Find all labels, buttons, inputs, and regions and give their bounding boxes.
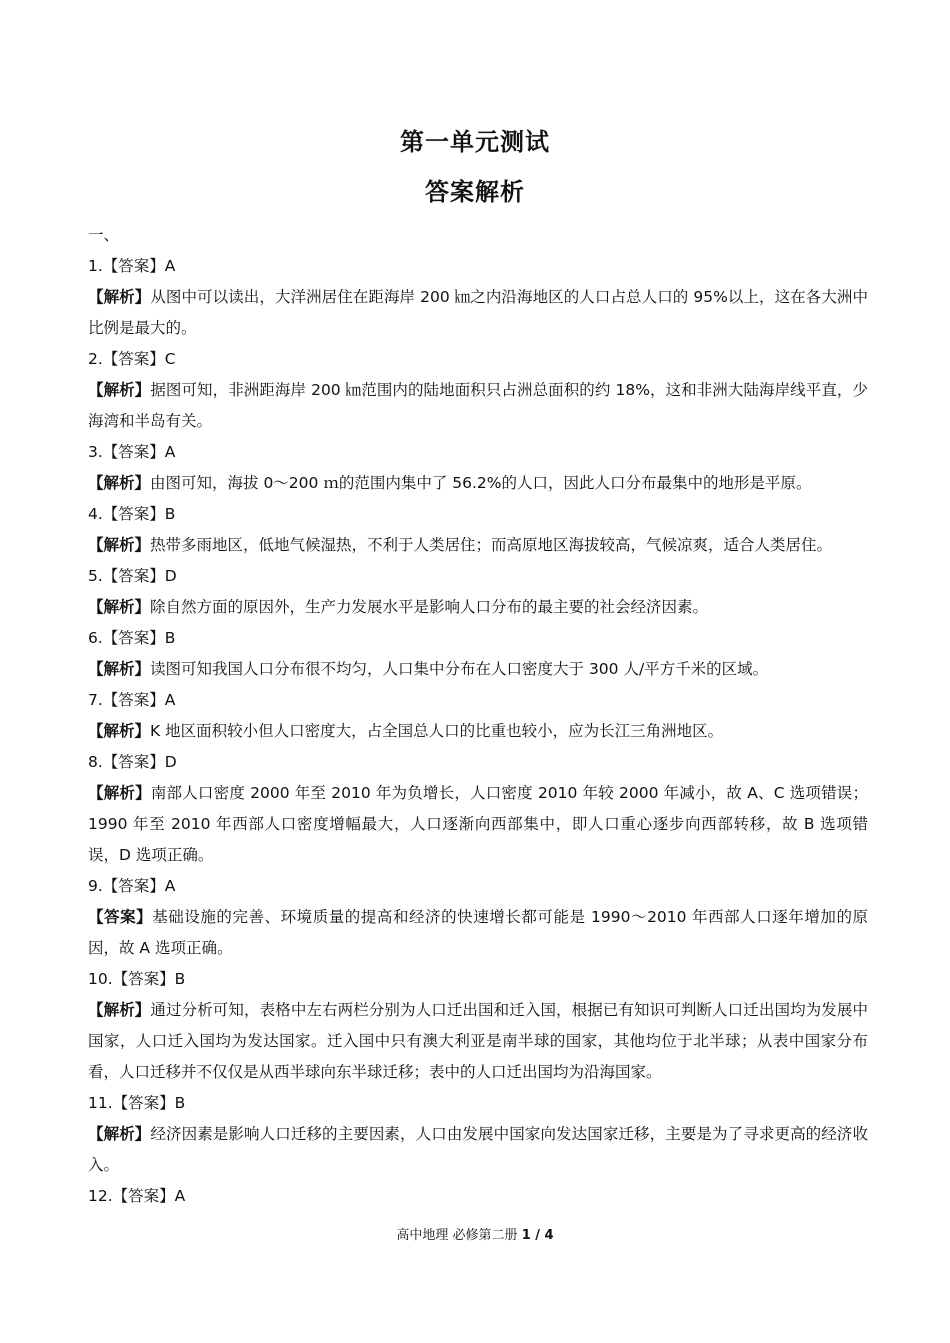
page-title: 第一单元测试	[400, 128, 550, 156]
explanation-text: 据图可知，非洲距海岸 200 ㎞范围内的陆地面积只占洲总面积的约 18%，这和非洲大陆海岸线平直，少海湾和半岛有关。	[88, 381, 868, 430]
item-number: 12.	[88, 1187, 113, 1205]
explanation-tag: 【解析】	[88, 1125, 151, 1143]
item-answer: 【答案】A	[102, 257, 176, 275]
item-explanation	[88, 375, 868, 437]
item-number: 10.	[88, 970, 113, 988]
item-number: 8.	[88, 753, 103, 771]
explanation-text: 经济因素是影响人口迁移的主要因素，人口由发展中国家向发达国家迁移，主要是为了寻求更高的经济收入。	[88, 1125, 868, 1174]
answer-item-4	[88, 499, 868, 561]
item-answer: 【答案】D	[102, 567, 177, 585]
explanation-tag: 【解析】	[88, 722, 151, 740]
explanation-text: 基础设施的完善、环境质量的提高和经济的快速增长都可能是 1990～2010 年西部人口逐年增加的原因，故 A 选项正确。	[88, 908, 868, 957]
item-number: 7.	[88, 691, 103, 709]
item-answer: 【答案】A	[112, 1187, 186, 1205]
answer-line	[88, 1088, 868, 1119]
explanation-tag: 【解析】	[88, 474, 151, 492]
explanation-tag: 【解析】	[88, 598, 151, 616]
item-explanation	[88, 995, 868, 1088]
answer-item-10	[88, 964, 868, 1088]
answer-item-11	[88, 1088, 868, 1181]
explanation-tag: 【解析】	[88, 1001, 151, 1019]
item-answer: 【答案】C	[102, 350, 176, 368]
item-answer: 【答案】A	[102, 691, 176, 709]
item-explanation	[88, 778, 868, 871]
item-answer: 【答案】B	[112, 970, 186, 988]
page-subtitle: 答案解析	[425, 178, 525, 206]
answer-line	[88, 623, 868, 654]
answer-item-1	[88, 251, 868, 344]
item-answer: 【答案】B	[112, 1094, 186, 1112]
explanation-text: K 地区面积较小但人口密度大，占全国总人口的比重也较小，应为长江三角洲地区。	[150, 722, 724, 740]
item-explanation	[88, 468, 868, 499]
answer-item-3	[88, 437, 868, 499]
item-answer: 【答案】B	[102, 505, 176, 523]
answer-item-5	[88, 561, 868, 623]
explanation-text: 读图可知我国人口分布很不均匀，人口集中分布在人口密度大于 300 人/平方千米的区域。	[150, 660, 769, 678]
answer-line	[88, 344, 868, 375]
explanation-tag: 【解析】	[88, 660, 151, 678]
page-number: 1 / 4	[521, 1228, 554, 1243]
explanation-tag: 【答案】	[88, 908, 153, 926]
item-number: 3.	[88, 443, 103, 461]
answer-line	[88, 964, 868, 995]
explanation-tag: 【解析】	[88, 288, 151, 306]
explanation-tag: 【解析】	[88, 536, 151, 554]
answer-line	[88, 437, 868, 468]
answer-item-2	[88, 344, 868, 437]
answer-line	[88, 499, 868, 530]
explanation-text: 通过分析可知，表格中左右两栏分别为人口迁出国和迁入国，根据已有知识可判断人口迁出国均为发展中国家，人口迁入国均为发达国家。迁入国中只有澳大利亚是南半球的国家，其他均位于北半球；从表中国家分布看，人口迁移并不仅仅是从西半球向东半球迁移；表中的人口迁出国均为沿海国家。	[88, 1001, 868, 1081]
item-number: 11.	[88, 1094, 113, 1112]
item-number: 6.	[88, 629, 103, 647]
item-number: 9.	[88, 877, 103, 895]
answer-line	[88, 685, 868, 716]
answer-content	[88, 220, 868, 1212]
item-answer: 【答案】D	[102, 753, 177, 771]
answer-item-6	[88, 623, 868, 685]
item-number: 2.	[88, 350, 103, 368]
answer-line	[88, 251, 868, 282]
explanation-tag: 【解析】	[88, 381, 151, 399]
explanation-text: 南部人口密度 2000 年至 2010 年为负增长，人口密度 2010 年较 2000 年减小，故 A、C 选项错误；1990 年至 2010 年西部人口密度增幅最大，人口逐渐向西部集中，即人口重心逐步向西部转移，故 B 选项错误，D 选项正确。	[88, 784, 868, 864]
item-explanation	[88, 530, 868, 561]
item-number: 1.	[88, 257, 103, 275]
page-footer	[0, 1226, 950, 1246]
footer-text: 高中地理 必修第二册	[396, 1228, 522, 1243]
answer-item-12	[88, 1181, 868, 1212]
explanation-text: 热带多雨地区，低地气候湿热，不利于人类居住；而高原地区海拔较高，气候凉爽，适合人类居住。	[150, 536, 833, 554]
item-explanation	[88, 654, 868, 685]
item-answer: 【答案】B	[102, 629, 176, 647]
answer-line	[88, 871, 868, 902]
section-label: 一、	[88, 226, 120, 244]
item-explanation	[88, 1119, 868, 1181]
item-explanation	[88, 716, 868, 747]
explanation-text: 由图可知，海拔 0～200 ｍ的范围内集中了 56.2%的人口，因此人口分布最集中的地形是平原。	[150, 474, 812, 492]
item-answer: 【答案】A	[102, 443, 176, 461]
item-explanation	[88, 282, 868, 344]
answer-line	[88, 561, 868, 592]
answer-item-9	[88, 871, 868, 964]
item-number: 5.	[88, 567, 103, 585]
explanation-text: 除自然方面的原因外，生产力发展水平是影响人口分布的最主要的社会经济因素。	[150, 598, 709, 616]
item-explanation	[88, 592, 868, 623]
answer-item-7	[88, 685, 868, 747]
answer-item-8	[88, 747, 868, 871]
answer-line	[88, 1181, 868, 1212]
item-number: 4.	[88, 505, 103, 523]
item-explanation	[88, 902, 868, 964]
answer-line	[88, 747, 868, 778]
explanation-tag: 【解析】	[88, 784, 151, 802]
item-answer: 【答案】A	[102, 877, 176, 895]
explanation-text: 从图中可以读出，大洋洲居住在距海岸 200 ㎞之内沿海地区的人口占总人口的 95%以上，这在各大洲中比例是最大的。	[88, 288, 868, 337]
